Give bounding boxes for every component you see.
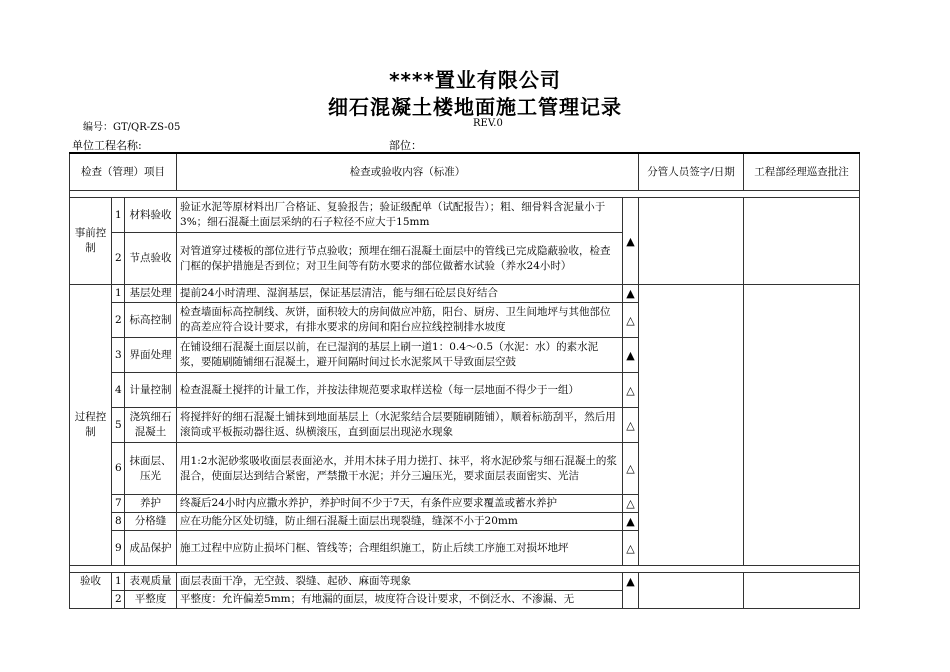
row-item: 抹面层、压光 <box>125 443 177 495</box>
row-content: 用1:2水泥砂浆吸收面层表面泌水，并用木抹子用力搓打、抹平，将水泥砂浆与细石混凝土的浆混合，使面层达到结合紧密，严禁撒干水泥；并分三遍压光，要求面层表面密实、光洁 <box>177 443 623 495</box>
stage-cell: 事前控制 <box>70 198 112 285</box>
row-number: 2 <box>112 233 125 285</box>
row-number: 8 <box>112 513 125 531</box>
control-symbol: △ <box>623 443 639 495</box>
approve-cell[interactable] <box>744 573 860 609</box>
row-content: 检查墙面标高控制线、灰饼，面积较大的房间做应冲筋，阳台、厨房、卫生间地坪与其他部位的高差应符合设计要求，有排水要求的房间和阳台应拉线控制排水坡度 <box>177 303 623 338</box>
row-number: 1 <box>112 285 125 303</box>
sign-cell[interactable] <box>639 198 744 285</box>
table-row <box>70 285 860 303</box>
row-item: 节点验收 <box>125 233 177 285</box>
company-name: ****置业有限公司 <box>389 68 561 92</box>
row-number: 1 <box>112 198 125 233</box>
control-symbol: ▲ <box>623 198 639 285</box>
revision-label: REV.0 <box>473 118 503 129</box>
header-approve: 工程部经理巡查批注 <box>744 153 860 191</box>
control-symbol: △ <box>623 531 639 566</box>
row-item: 养护 <box>125 495 177 513</box>
control-symbol: △ <box>623 495 639 513</box>
control-symbol: △ <box>623 303 639 338</box>
control-symbol: ▲ <box>623 285 639 303</box>
row-item: 分格缝 <box>125 513 177 531</box>
document-title: 细石混凝土楼地面施工管理记录 <box>328 95 622 119</box>
header-content: 检查或验收内容（标准） <box>177 153 639 191</box>
row-number: 5 <box>112 408 125 443</box>
control-symbol: ▲ <box>623 338 639 373</box>
row-content: 验证水泥等原材料出厂合格证、复验报告；验证级配单（试配报告）；粗、细骨料含泥量小于3%；细石混凝土面层采纳的石子粒径不应大于15mm <box>177 198 623 233</box>
row-content: 提前24小时清理、湿润基层，保证基层清洁，能与细石砼层良好结合 <box>177 285 623 303</box>
control-symbol: △ <box>623 373 639 408</box>
table-header-row <box>70 153 860 191</box>
stage-cell: 验收 <box>70 573 112 609</box>
sign-cell[interactable] <box>639 573 744 609</box>
row-number: 3 <box>112 338 125 373</box>
control-symbol: ▲ <box>623 573 639 609</box>
row-item: 材料验收 <box>125 198 177 233</box>
inspection-table <box>69 152 860 609</box>
approve-cell[interactable] <box>744 285 860 566</box>
row-item: 计量控制 <box>125 373 177 408</box>
row-item: 成品保护 <box>125 531 177 566</box>
row-content: 检查混凝土搅拌的计量工作，并按法律规范要求取样送检（每一层地面不得少于一组） <box>177 373 623 408</box>
document-code: 编号：GT/QR-ZS-05 <box>83 122 181 133</box>
row-content: 平整度：允许偏差5mm；有地漏的面层，坡度符合设计要求，不倒泛水、不渗漏、无 <box>177 591 623 609</box>
row-content: 在铺设细石混凝土面层以前，在已湿润的基层上刷一道1：0.4～0.5（水泥：水）的素水泥浆，要随刷随铺细石混凝土，避开间隔时间过长水泥浆风干导致面层空鼓 <box>177 338 623 373</box>
row-content: 将搅拌好的细石混凝土铺抹到地面基层上（水泥浆结合层要随刷随铺），顺着标筋刮平，然后用滚筒或平板振动器往返、纵横滚压，直到面层出现泌水现象 <box>177 408 623 443</box>
control-symbol: △ <box>623 408 639 443</box>
row-item: 基层处理 <box>125 285 177 303</box>
row-item: 浇筑细石混凝土 <box>125 408 177 443</box>
row-content: 对管道穿过楼板的部位进行节点验收；预埋在细石混凝土面层中的管线已完成隐蔽验收，检查门框的保护措施是否到位；对卫生间等有防水要求的部位做蓄水试验（养水24小时） <box>177 233 623 285</box>
stage-cell: 过程控制 <box>70 285 112 566</box>
table-row <box>70 573 860 591</box>
row-number: 7 <box>112 495 125 513</box>
row-content: 施工过程中应防止损坏门框、管线等；合理组织施工，防止后续工序施工对损坏地坪 <box>177 531 623 566</box>
row-item: 界面处理 <box>125 338 177 373</box>
row-number: 6 <box>112 443 125 495</box>
row-item: 平整度 <box>125 591 177 609</box>
row-item: 标高控制 <box>125 303 177 338</box>
row-number: 1 <box>112 573 125 591</box>
row-number: 4 <box>112 373 125 408</box>
row-item: 表观质量 <box>125 573 177 591</box>
row-content: 面层表面干净，无空鼓、裂缝、起砂、麻面等现象 <box>177 573 623 591</box>
row-content: 应在功能分区处切缝，防止细石混凝土面层出现裂缝，缝深不小于20mm <box>177 513 623 531</box>
header-sign: 分管人员签字/日期 <box>639 153 744 191</box>
control-symbol: ▲ <box>623 513 639 531</box>
approve-cell[interactable] <box>744 198 860 285</box>
part-label: 部位： <box>389 139 422 152</box>
row-number: 2 <box>112 303 125 338</box>
table-row <box>70 198 860 233</box>
sign-cell[interactable] <box>639 285 744 566</box>
row-content: 终凝后24小时内应撒水养护，养护时间不少于7天，有条件应要求覆盖或蓄水养护 <box>177 495 623 513</box>
row-number: 2 <box>112 591 125 609</box>
unit-project-name-label: 单位工程名称: <box>72 139 142 152</box>
header-item: 检查（管理）项目 <box>70 153 177 191</box>
row-number: 9 <box>112 531 125 566</box>
